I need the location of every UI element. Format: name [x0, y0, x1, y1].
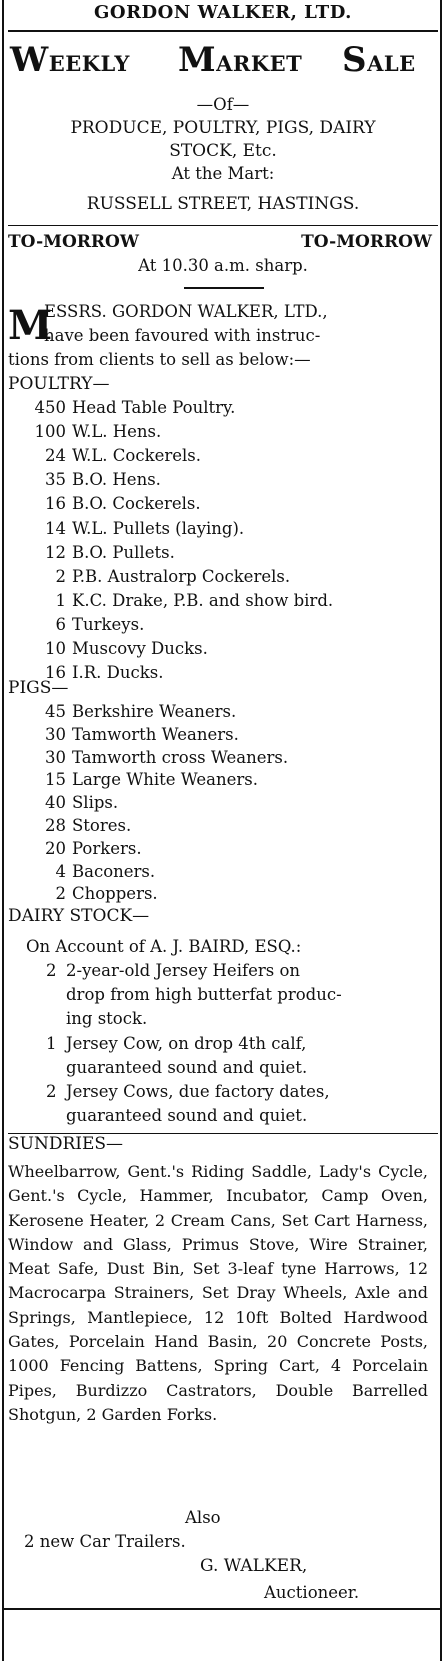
- pigs-item-text: Stores.: [72, 816, 132, 835]
- pigs-item-text: Berkshire Weaners.: [72, 702, 237, 721]
- pigs-item: [8, 793, 118, 812]
- location-line: RUSSELL STREET, HASTINGS.: [86, 194, 360, 214]
- pigs-item-text: Tamworth cross Weaners.: [72, 747, 289, 767]
- poultry-item-qty: 2: [55, 566, 66, 586]
- poultry-title: POULTRY—: [8, 374, 110, 394]
- poultry-item-qty: 16: [45, 494, 66, 514]
- poultry-item: [8, 615, 144, 634]
- pigs-item-text: Choppers.: [72, 884, 158, 904]
- poultry-item: [8, 494, 201, 513]
- also-label: Also: [185, 1508, 221, 1527]
- poultry-item-text: W.L. Cockerels.: [72, 446, 201, 466]
- dairy-account: On Account of A. J. BAIRD, ESQ.:: [26, 937, 302, 956]
- poultry-item-text: W.L. Pullets (laying).: [72, 518, 245, 538]
- pigs-item-text: Porkers.: [72, 838, 142, 858]
- sundries-title: SUNDRIES—: [8, 1134, 124, 1154]
- pigs-item: [8, 702, 236, 721]
- poultry-item: [8, 446, 201, 465]
- pigs-item-qty: 20: [45, 838, 66, 858]
- poultry-item-qty: 6: [55, 614, 66, 634]
- banner-word-sale: SALE: [342, 40, 416, 80]
- pigs-item-qty: 45: [45, 702, 66, 721]
- location-rule: [8, 225, 438, 226]
- poultry-item: [8, 543, 175, 562]
- pigs-item: [8, 884, 158, 903]
- poultry-item-qty: 14: [45, 518, 66, 538]
- poultry-item-text: Muscovy Ducks.: [72, 639, 208, 658]
- notice-line-3: tions from clients to sell as below:—: [8, 350, 311, 369]
- poultry-item-qty: 12: [45, 542, 66, 562]
- banner-word-weekly: WEEKLY: [10, 40, 130, 80]
- pigs-item-text: Baconers.: [72, 861, 156, 881]
- poultry-item-text: B.O. Pullets.: [72, 542, 175, 562]
- poultry-item-qty: 16: [45, 663, 66, 683]
- pigs-item-text: Large White Weaners.: [72, 770, 258, 790]
- poultry-item: [8, 639, 208, 658]
- dairy-item-1-line-3: ing stock.: [66, 1009, 148, 1028]
- poultry-item-text: W.L. Hens.: [72, 422, 162, 442]
- poultry-item-text: B.O. Hens.: [72, 470, 161, 490]
- pigs-item-text: Tamworth Weaners.: [72, 724, 239, 744]
- pigs-title: PIGS—: [8, 678, 69, 698]
- poultry-item: [8, 591, 333, 610]
- poultry-item: [8, 398, 235, 417]
- pigs-item-qty: 15: [45, 770, 66, 790]
- poultry-item-text: B.O. Cockerels.: [72, 494, 201, 514]
- sundries-text: Wheelbarrow, Gent.'s Riding Saddle, Lady's Cycle, Gent.'s Cycle, Hammer, Incubator, Camp Oven, Kerosene Heater, 2 Cream Cans, Set Cart Harness, Window and Glass, Primus Stove, Wire Strainer, Meat Safe, Dust Bin, Set 3-leaf tyne Harrows, 12 Macrocarpa Strainers, Set Dray Wheels, Axle and Springs, Mantlepiece, 12 10ft Bolted Hardwood Gates, Porcelain Hand Basin, 20 Concrete Posts, 1000 Fencing Battens, Spring Cart, 4 Porcelain Pipes, Burdizzo Castrators, Double Barrelled Shotgun, 2 Garden Forks.: [8, 1162, 428, 1424]
- pigs-item-text: Slips.: [72, 793, 119, 813]
- poultry-item-qty: 1: [55, 590, 66, 610]
- pigs-item-qty: 40: [45, 793, 66, 813]
- pigs-item-qty: 2: [55, 884, 66, 904]
- pigs-item: [8, 816, 131, 835]
- dairy-item-3-line-2: guaranteed sound and quiet.: [66, 1106, 308, 1125]
- dairy-item-1-qty: 2: [46, 961, 57, 980]
- dairy-item-2-line-1: Jersey Cow, on drop 4th calf,: [66, 1034, 307, 1053]
- goods-line-2: STOCK, Etc.: [169, 141, 277, 161]
- poultry-item: [8, 519, 244, 538]
- dairy-item-3-line-1: Jersey Cows, due factory dates,: [66, 1082, 330, 1101]
- bottom-rule: [4, 1608, 442, 1610]
- auctioneer-name: G. WALKER,: [200, 1556, 308, 1576]
- header-rule: [8, 30, 438, 32]
- dairy-item-1-line-1: 2-year-old Jersey Heifers on: [66, 961, 301, 980]
- dairy-title: DAIRY STOCK—: [8, 906, 150, 926]
- tomorrow-left: TO-MORROW: [8, 232, 139, 252]
- poultry-item-qty: 100: [34, 422, 66, 442]
- poultry-item: [8, 470, 161, 489]
- poultry-item-text: K.C. Drake, P.B. and show bird.: [72, 590, 334, 610]
- pigs-item: [8, 862, 155, 881]
- notice-line-1: ESSRS. GORDON WALKER, LTD.,: [44, 302, 328, 321]
- poultry-item: [8, 567, 290, 586]
- poultry-item-qty: 24: [45, 446, 66, 466]
- pigs-item-qty: 28: [45, 816, 66, 835]
- poultry-item-text: P.B. Australorp Cockerels.: [72, 566, 291, 586]
- time-rule: [184, 287, 264, 289]
- poultry-item-text: Head Table Poultry.: [72, 398, 236, 417]
- pigs-item: [8, 770, 258, 789]
- goods-line-1: PRODUCE, POULTRY, PIGS, DAIRY: [70, 118, 376, 138]
- dairy-item-2-line-2: guaranteed sound and quiet.: [66, 1058, 308, 1077]
- company-header: GORDON WALKER, LTD.: [94, 2, 352, 23]
- pigs-item: [8, 748, 288, 767]
- sale-time: At 10.30 a.m. sharp.: [138, 256, 308, 275]
- dairy-item-3-qty: 2: [46, 1082, 57, 1101]
- poultry-item-qty: 10: [45, 639, 66, 658]
- poultry-item: [8, 422, 161, 441]
- pigs-item-qty: 4: [55, 861, 66, 881]
- poultry-item-qty: 35: [45, 470, 66, 490]
- pigs-item: [8, 839, 142, 858]
- dairy-item-2-qty: 1: [46, 1034, 57, 1053]
- poultry-item-text: Turkeys.: [72, 614, 145, 634]
- dairy-item-1-line-2: drop from high butterfat produc-: [66, 985, 342, 1004]
- tomorrow-right: TO-MORROW: [301, 232, 432, 252]
- notice-line-2: have been favoured with instruc-: [44, 326, 321, 345]
- notice-dropcap: M: [8, 302, 53, 349]
- poultry-item-qty: 450: [34, 398, 66, 417]
- car-trailers: 2 new Car Trailers.: [24, 1532, 186, 1551]
- banner-word-market: MARKET: [178, 40, 303, 80]
- pigs-item-qty: 30: [45, 747, 66, 767]
- pigs-item-qty: 30: [45, 724, 66, 744]
- poultry-item-text: I.R. Ducks.: [72, 663, 164, 683]
- of-line: —Of—: [196, 95, 250, 114]
- pigs-item: [8, 725, 239, 744]
- auctioneer-title: Auctioneer.: [264, 1583, 360, 1602]
- mart-line: At the Mart:: [171, 164, 275, 183]
